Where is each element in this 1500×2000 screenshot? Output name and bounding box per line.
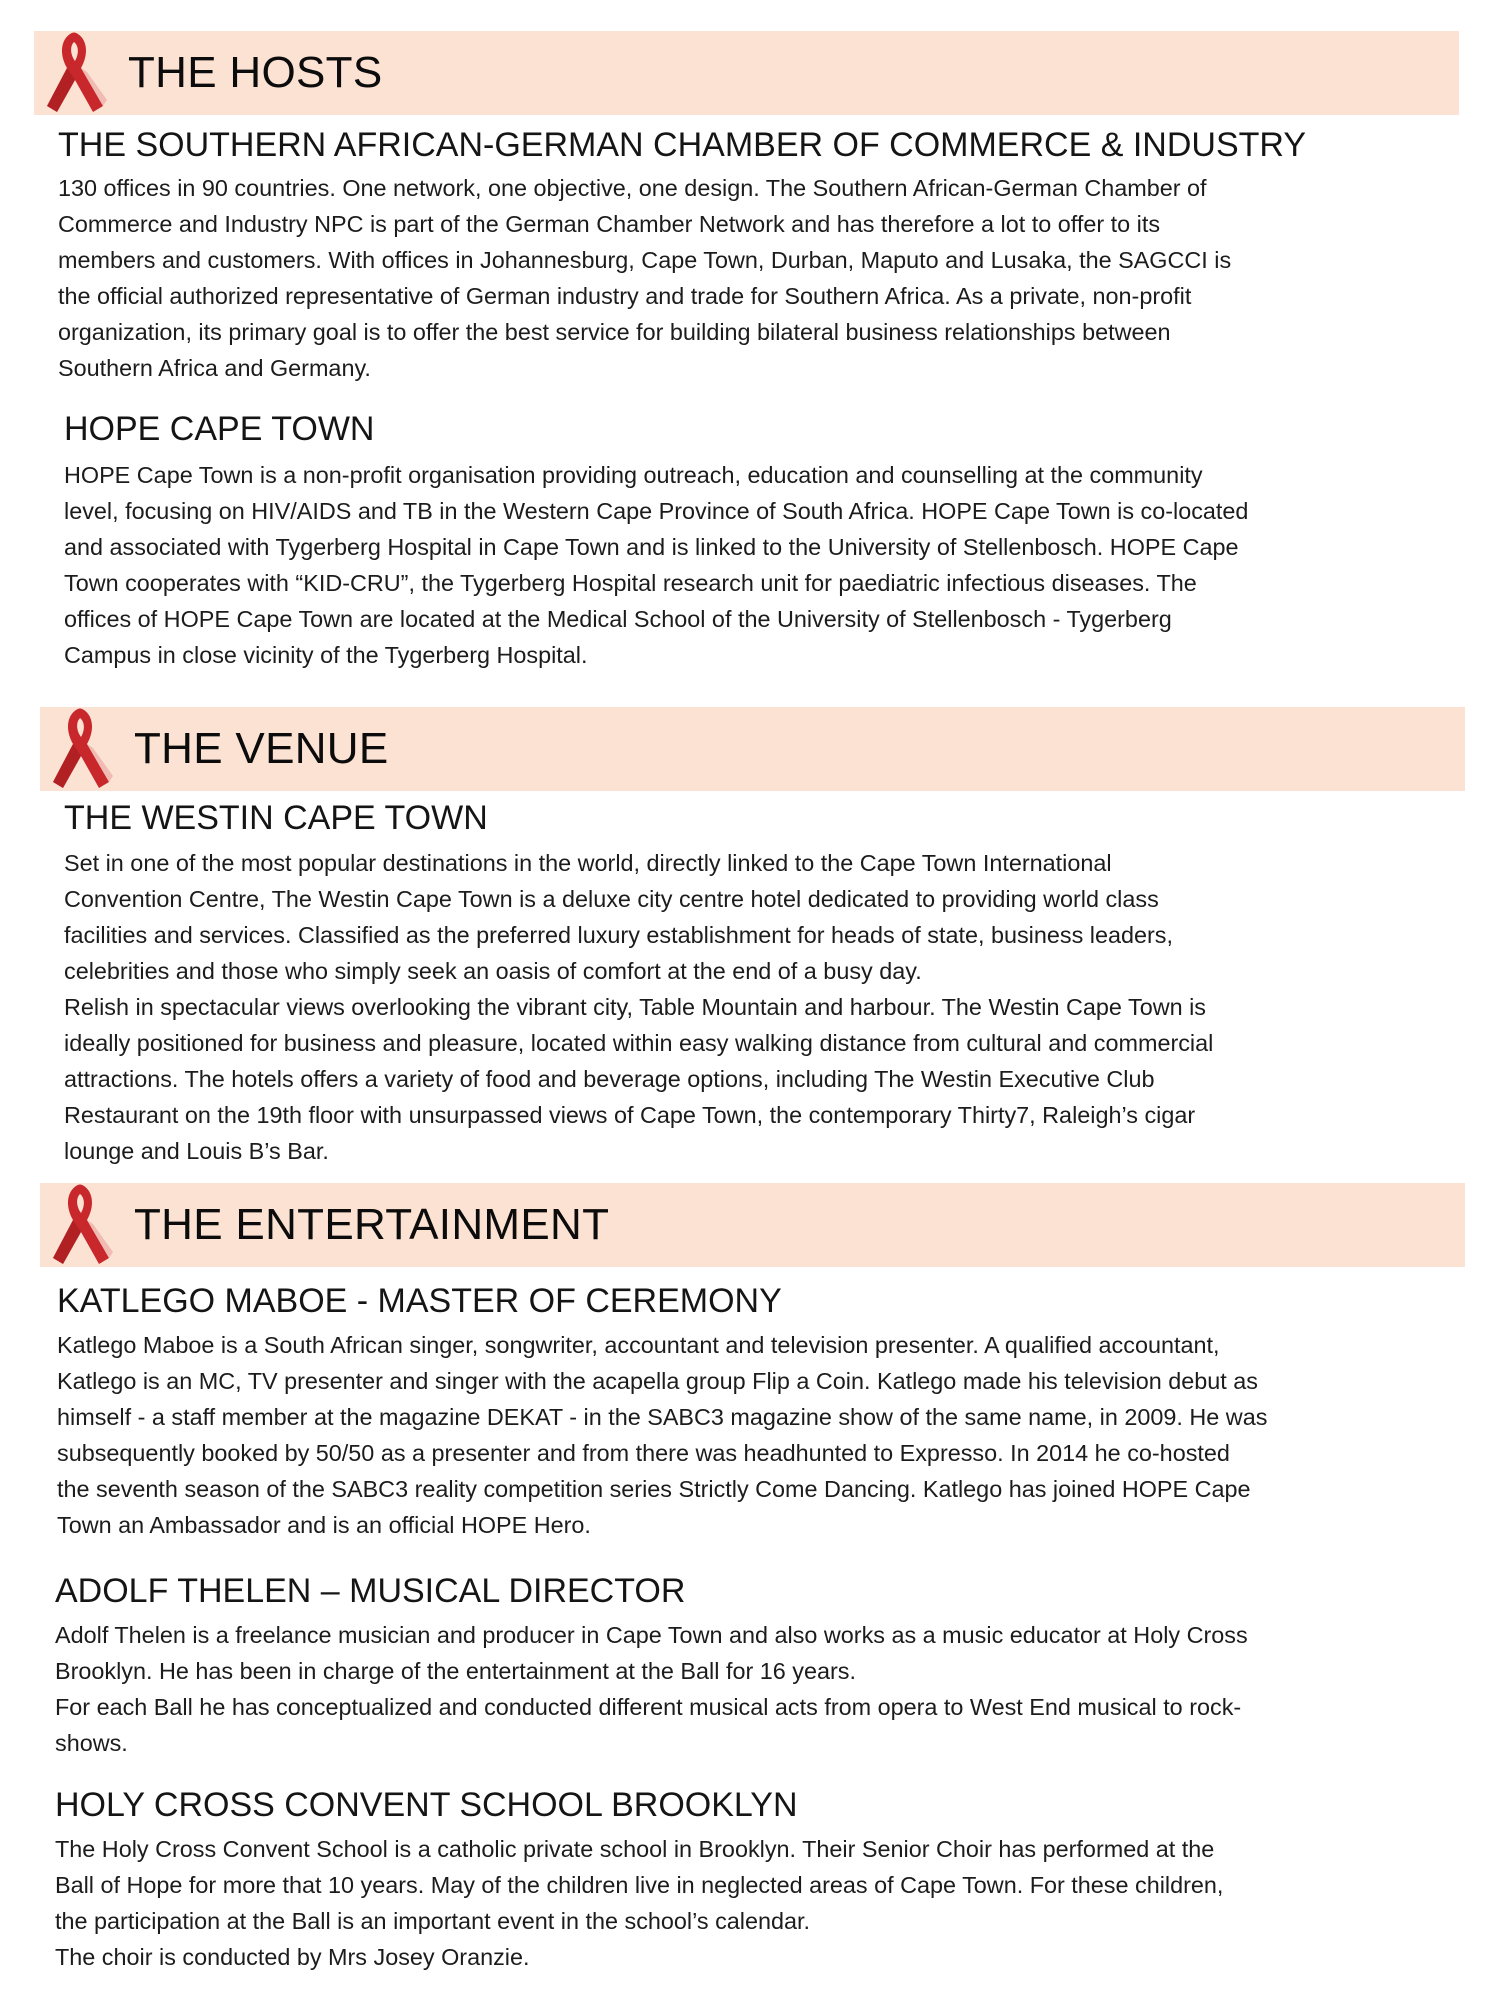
body-line: The choir is conducted by Mrs Josey Oranzie. (55, 1944, 530, 1970)
body-line: ideally positioned for business and pleasure, located within easy walking distance from cultural and commercial (64, 1030, 1214, 1056)
body-line: Town an Ambassador and is an official HOPE Hero. (57, 1512, 591, 1538)
body-line: Commerce and Industry NPC is part of the German Chamber Network and has therefore a lot to offer to its (58, 211, 1161, 237)
entry-title-adolf: ADOLF THELEN – MUSICAL DIRECTOR (55, 1572, 686, 1610)
body-line: shows. (55, 1730, 128, 1756)
body-line: Katlego is an MC, TV presenter and singer with the acapella group Flip a Coin. Katlego made his television debut as (57, 1368, 1258, 1394)
entry-title-katlego: KATLEGO MABOE - MASTER OF CEREMONY (57, 1282, 782, 1320)
body-line: For each Ball he has conceptualized and conducted different musical acts from opera to West End musical to rock- (55, 1694, 1242, 1720)
body-line: Set in one of the most popular destinations in the world, directly linked to the Cape Town International (64, 850, 1112, 876)
section-band-entertainment (40, 1183, 1465, 1267)
entry-body-katlego (57, 1327, 1497, 1543)
body-line: Southern Africa and Germany. (58, 355, 371, 381)
entry-body-sagcci (58, 170, 1498, 386)
body-line: facilities and services. Classified as the preferred luxury establishment for heads of state, business leaders, (64, 922, 1173, 948)
body-line: the official authorized representative of German industry and trade for Southern Africa. As a private, non-profit (58, 283, 1192, 309)
body-line: subsequently booked by 50/50 as a presenter and from there was headhunted to Expresso. In 2014 he co-hosted (57, 1440, 1230, 1466)
body-line: Brooklyn. He has been in charge of the entertainment at the Ball for 16 years. (55, 1658, 856, 1684)
entry-body-hope (64, 457, 1500, 673)
body-line: celebrities and those who simply seek an oasis of comfort at the end of a busy day. (64, 958, 922, 984)
body-line: organization, its primary goal is to offer the best service for building bilateral business relationships between (58, 319, 1171, 345)
section-heading-hosts: THE HOSTS (128, 48, 383, 97)
entry-title-sagcci: THE SOUTHERN AFRICAN-GERMAN CHAMBER OF COMMERCE & INDUSTRY (58, 126, 1307, 164)
body-line: Ball of Hope for more that 10 years. May of the children live in neglected areas of Cape Town. For these children, (55, 1872, 1224, 1898)
body-line: and associated with Tygerberg Hospital in Cape Town and is linked to the University of Stellenbosch. HOPE Cape (64, 534, 1239, 560)
body-line: Relish in spectacular views overlooking the vibrant city, Table Mountain and harbour. The Westin Cape Town is (64, 994, 1206, 1020)
entry-title-hope: HOPE CAPE TOWN (64, 410, 375, 448)
entry-title-holy-cross: HOLY CROSS CONVENT SCHOOL BROOKLYN (55, 1786, 798, 1824)
body-line: Convention Centre, The Westin Cape Town is a deluxe city centre hotel dedicated to providing world class (64, 886, 1159, 912)
body-line: the participation at the Ball is an important event in the school’s calendar. (55, 1908, 811, 1934)
section-heading-entertainment: THE ENTERTAINMENT (134, 1200, 610, 1249)
body-line: himself - a staff member at the magazine DEKAT - in the SABC3 magazine show of the same name, in 2009. He was (57, 1404, 1268, 1430)
entry-body-adolf (55, 1617, 1495, 1761)
section-band-venue (40, 707, 1465, 791)
body-line: Campus in close vicinity of the Tygerberg Hospital. (64, 642, 588, 668)
body-line: lounge and Louis B’s Bar. (64, 1138, 329, 1164)
red-ribbon-icon (42, 704, 124, 794)
body-line: Restaurant on the 19th floor with unsurpassed views of Cape Town, the contemporary Thirty7, Raleigh’s cigar (64, 1102, 1196, 1128)
body-line: level, focusing on HIV/AIDS and TB in the Western Cape Province of South Africa. HOPE Cape Town is co-located (64, 498, 1249, 524)
body-line: HOPE Cape Town is a non-profit organisation providing outreach, education and counselling at the community (64, 462, 1203, 488)
body-line: members and customers. With offices in Johannesburg, Cape Town, Durban, Maputo and Lusaka, the SAGCCI is (58, 247, 1232, 273)
body-line: the seventh season of the SABC3 reality competition series Strictly Come Dancing. Katlego has joined HOPE Cape (57, 1476, 1251, 1502)
entry-body-holy-cross (55, 1831, 1495, 1975)
entry-title-westin: THE WESTIN CAPE TOWN (64, 799, 488, 837)
red-ribbon-icon (42, 1180, 124, 1270)
body-line: attractions. The hotels offers a variety of food and beverage options, including The Westin Executive Club (64, 1066, 1155, 1092)
body-line: offices of HOPE Cape Town are located at the Medical School of the University of Stellenbosch - Tygerberg (64, 606, 1172, 632)
body-line: Town cooperates with “KID-CRU”, the Tygerberg Hospital research unit for paediatric infectious diseases. The (64, 570, 1197, 596)
body-line: Katlego Maboe is a South African singer, songwriter, accountant and television presenter. A qualified accountant, (57, 1332, 1220, 1358)
body-line: Adolf Thelen is a freelance musician and producer in Cape Town and also works as a music educator at Holy Cross (55, 1622, 1248, 1648)
body-line: The Holy Cross Convent School is a catholic private school in Brooklyn. Their Senior Choir has performed at the (55, 1836, 1215, 1862)
body-line: 130 offices in 90 countries. One network, one objective, one design. The Southern African-German Chamber of (58, 175, 1207, 201)
entry-body-westin (64, 845, 1500, 1169)
red-ribbon-icon (36, 28, 118, 118)
section-band-hosts (34, 31, 1459, 115)
section-heading-venue: THE VENUE (134, 724, 389, 773)
